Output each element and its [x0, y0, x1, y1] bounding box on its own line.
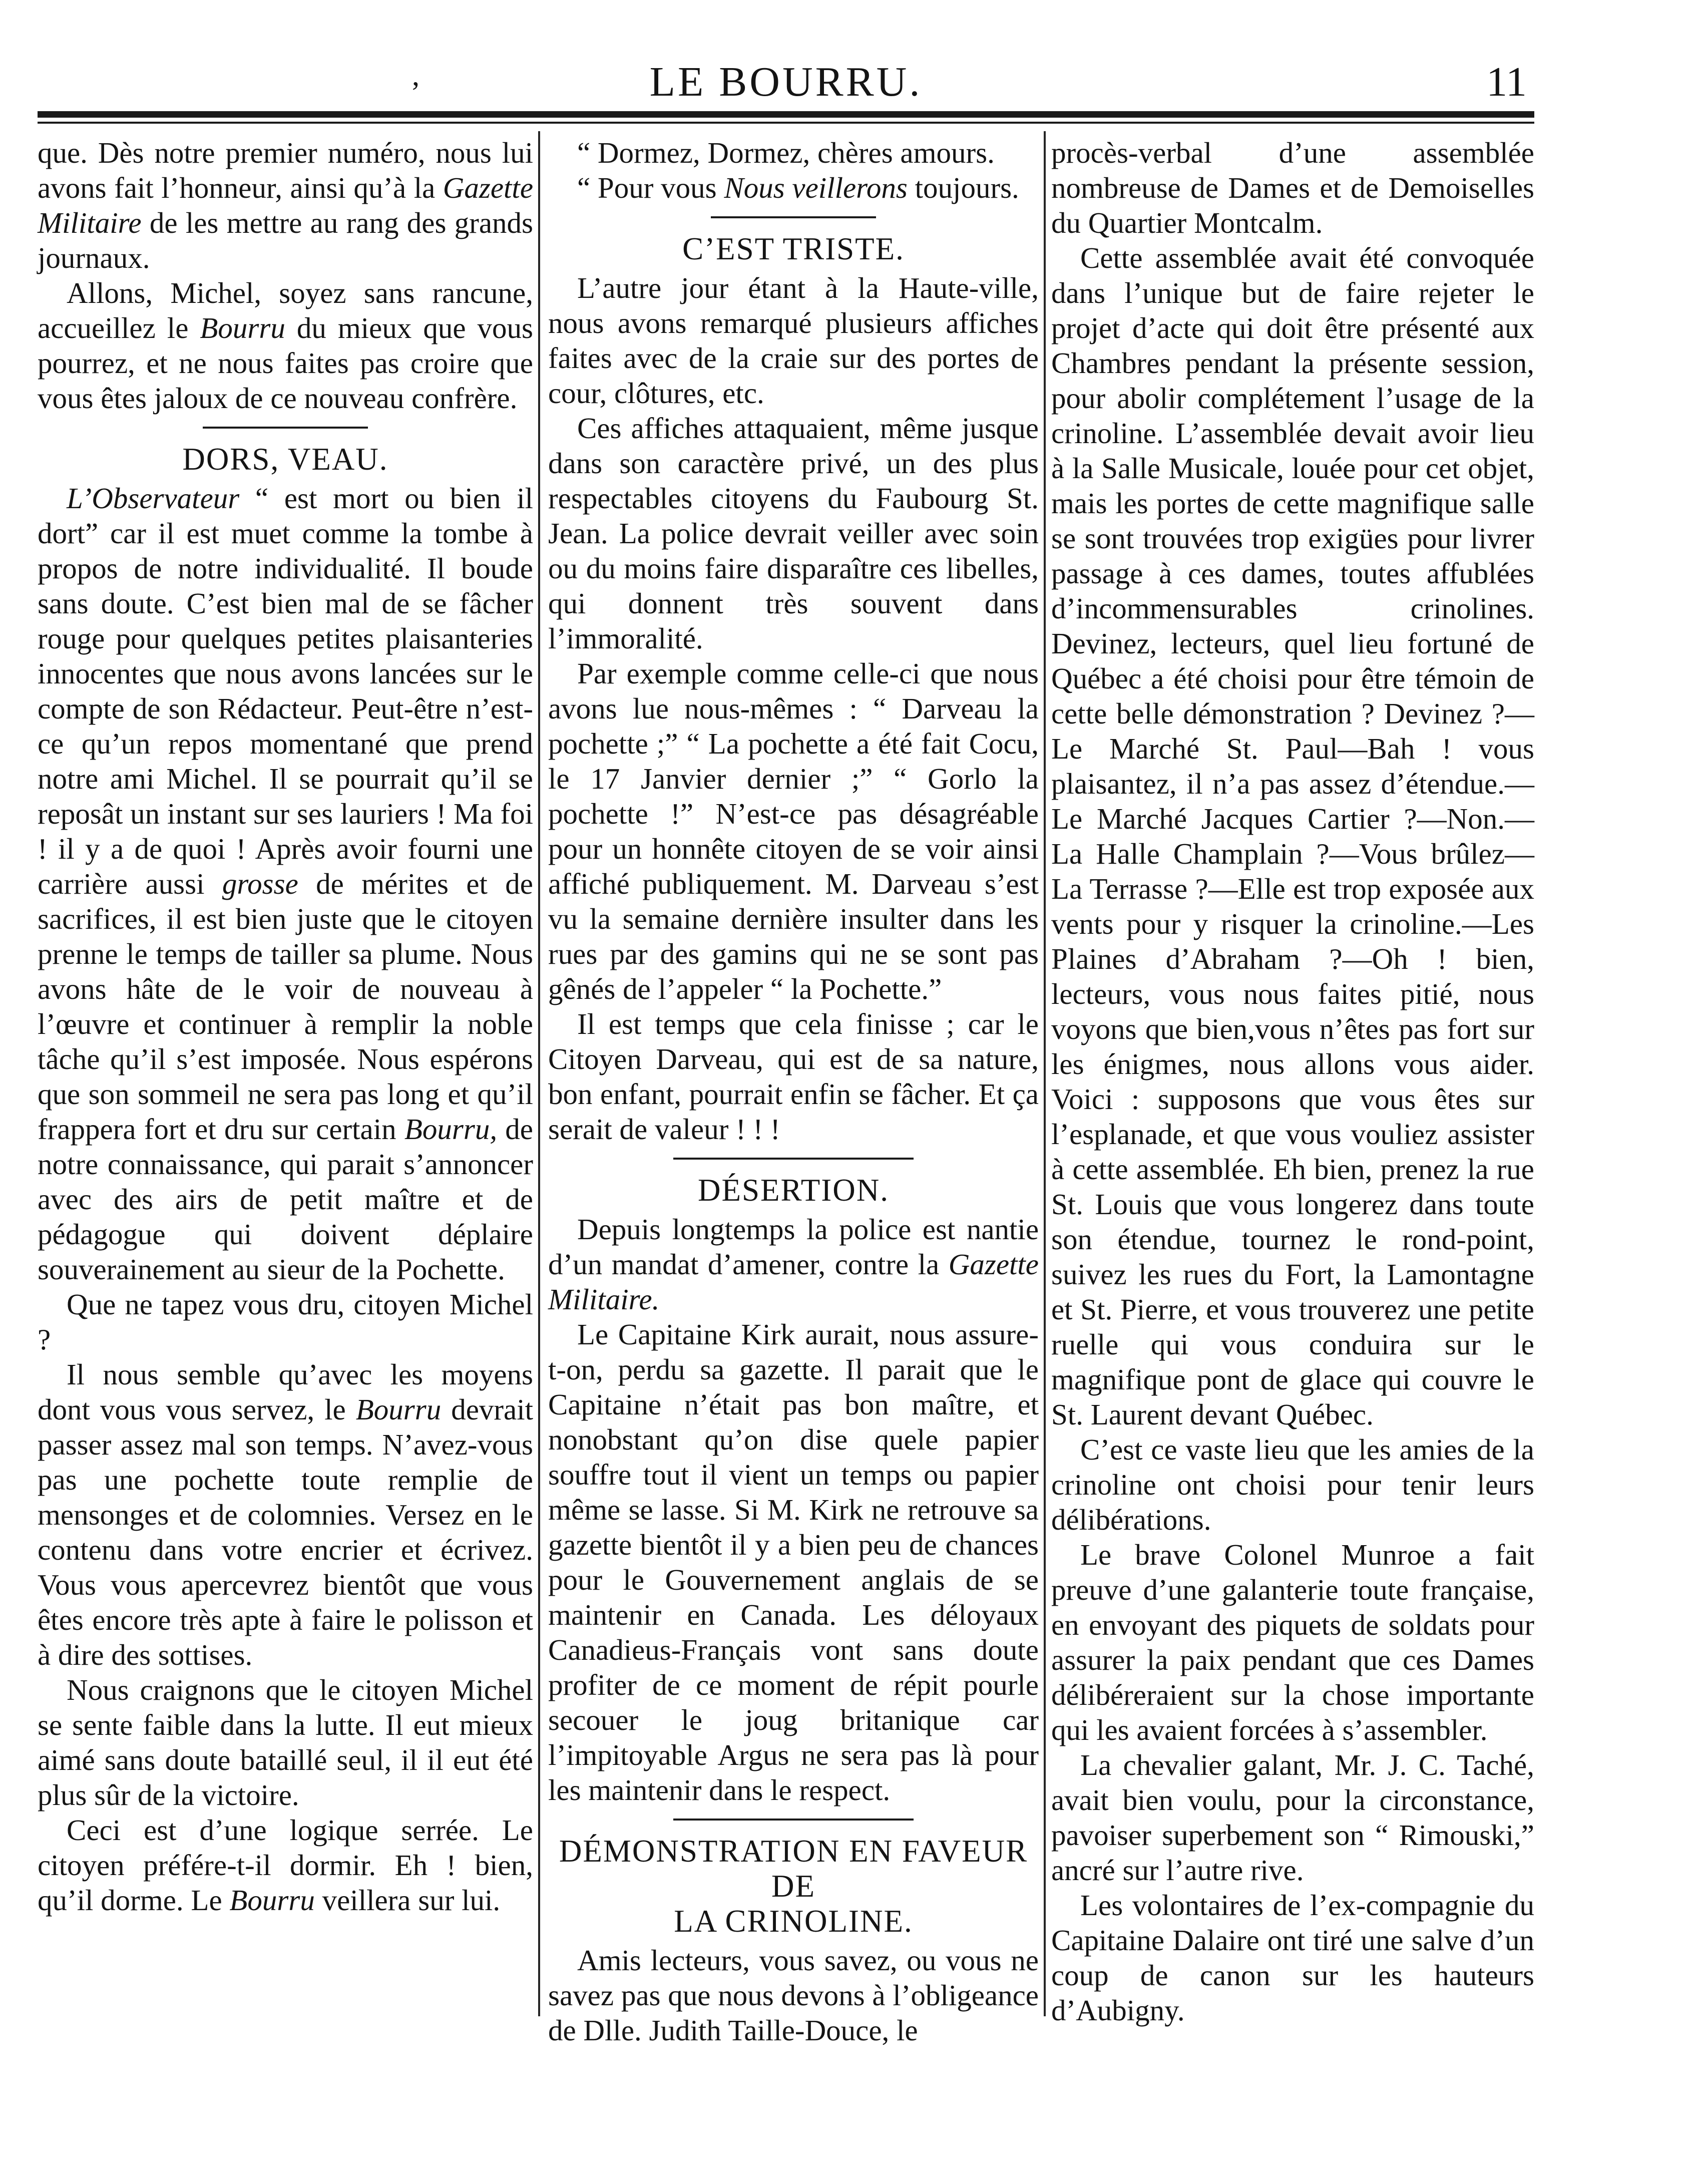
- paragraph: Allons, Michel, soyez sans rancune, accueillez le Bourru du mieux que vous pourrez, et ne nous faites pas croire que vous êtes jaloux de ce nouveau confrère.: [38, 276, 533, 415]
- header-rule-thick: [38, 111, 1534, 118]
- page-header: [38, 53, 1534, 113]
- column-2: [548, 135, 1039, 2048]
- paragraph: procès-verbal d’une assemblée nombreuse de Dames et de Demoiselles du Quartier Montcalm.: [1051, 136, 1534, 239]
- paragraph: Depuis longtemps la police est nantie d’un mandat d’amener, contre la Gazette Militaire.: [548, 1213, 1039, 1316]
- article-heading-desertion: DÉSERTION.: [698, 1173, 889, 1208]
- paragraph: Ces affiches attaquaient, même jusque dans son caractère privé, un des plus respectables citoyens du Faubourg St. Jean. La police devrait veiller avec soin ou du moins faire disparaître ces libelles, qui donnent très souvent dans l’immoralité.: [548, 412, 1039, 655]
- paragraph: Par exemple comme celle-ci que nous avons lue nous-mêmes : “ Darveau la pochette ;” “ La pochette a été fait Cocu, le 17 Janvier dernier ;” “ Gorlo la pochette !” N’est-ce pas désagréable pour un honnête citoyen de se voir ainsi affiché publiquement. M. Darveau s’est vu la semaine dernière insulter dans les rues par des gamins qui ne se sont pas gênés de l’appeler “ la Pochette.”: [548, 657, 1039, 1005]
- column-1: [38, 135, 533, 1918]
- paragraph: Cette assemblée avait été convoquée dans l’unique but de faire rejeter le projet d’acte qui doit être présenté aux Chambres pendant la présente session, pour abolir complétement l’usage de la crinoline. L’assemblée devait avoir lieu à la Salle Musicale, louée pour cet objet, mais les portes de cette magnifique salle se sont trouvées trop exigües pour livrer passage à ces dames, toutes affublées d’incommensurables crinolines. Devinez, lecteurs, quel lieu fortuné de Québec a été choisi pour être témoin de cette belle démonstration ? Devinez ?—Le Marché St. Paul—Bah ! vous plaisantez, il n’a pas assez d’étendue.—Le Marché Jacques Cartier ?—Non.—La Halle Champlain ?—Vous brûlez—La Terrasse ?—Elle est trop exposée aux vents pour y risquer la crinoline.—Les Plaines d’Abraham ?—Oh ! bien, lecteurs, vous nous faites pitié, nous voyons que bien,vous n’êtes pas fort sur les énigmes, nous allons vous aider. Voici : supposons que vous êtes sur l’esplanade, et que vous vouliez assister à cette assemblée. Eh bien, prenez la rue St. Louis que vous longerez dans toute son étendue, tournez le rond-point, suivez les rues du Fort, la Lamontagne et St. Pierre, et vous trouverez une petite ruelle qui vous conduira sur le magnifique pont de glace qui couvre le St. Laurent devant Québec.: [1051, 241, 1534, 1431]
- paragraph: C’est ce vaste lieu que les amies de la crinoline ont choisi pour tenir leurs délibérations.: [1051, 1433, 1534, 1536]
- paragraph: Amis lecteurs, vous savez, ou vous ne savez pas que nous devons à l’obligeance de Dlle. Judith Taille-Douce, le: [548, 1944, 1039, 2047]
- page-number: 11: [1486, 59, 1527, 105]
- paragraph: Ceci est d’une logique serrée. Le citoyen préfére-t-il dormir. Eh ! bien, qu’il dorme. Le Bourru veillera sur lui.: [38, 1814, 533, 1917]
- column-3: [1051, 135, 1534, 2028]
- paragraph: Nous craignons que le citoyen Michel se sente faible dans la lutte. Il eut mieux aimé sans doute bataillé seul, il il eut été plus sûr de la victoire.: [38, 1673, 533, 1812]
- paragraph: Les volontaires de l’ex-compagnie du Capitaine Dalaire ont tiré une salve d’un coup de canon sur les hauteurs d’Aubigny.: [1051, 1889, 1534, 2027]
- header-rule-thin: [38, 122, 1534, 124]
- column-divider-1: [538, 131, 540, 2016]
- paragraph: La chevalier galant, Mr. J. C. Taché, avait bien voulu, pour la circonstance, pavoiser superbement son “ Rimouski,” ancré sur l’autre rive.: [1051, 1748, 1534, 1887]
- article-heading-dors-veau: DORS, VEAU.: [182, 442, 388, 477]
- masthead-title: LE BOURRU.: [649, 59, 923, 105]
- paragraph: que. Dès notre premier numéro, nous lui avons fait l’honneur, ainsi qu’à la Gazette Militaire de les mettre au rang des grands journaux.: [38, 136, 534, 274]
- poem-line: “ Pour vous Nous veillerons toujours.: [577, 171, 1019, 204]
- section-separator: [203, 427, 368, 429]
- paragraph: Le Capitaine Kirk aurait, nous assure-t-on, perdu sa gazette. Il parait que le Capitaine n’était pas bon maître, et nonobstant qu’on dise quele papier souffre tout il vient un temps ou papier même se lasse. Si M. Kirk ne retrouve sa gazette bientôt il y a bien peu de chances pour le Gouvernement anglais de se maintenir en Canada. Les déloyaux Canadieus-Français vont sans doute profiter de ce moment de répit pourle secouer le joug britanique car l’impitoyable Argus ne sera pas là pour les maintenir dans le respect.: [548, 1318, 1039, 1806]
- paragraph: Il nous semble qu’avec les moyens dont vous vous servez, le Bourru devrait passer assez mal son temps. N’avez-vous pas une pochette toute remplie de mensonges et de colomnies. Versez en le contenu dans votre encrier et écrivez. Vous vous apercevrez bientôt que vous êtes encore très apte à faire le polisson et à dire des sottises.: [38, 1358, 533, 1671]
- section-separator: [673, 1158, 914, 1160]
- paragraph: L’autre jour étant à la Haute-ville, nous avons remarqué plusieurs affiches faites avec de la craie sur des portes de cour, clôtures, etc.: [548, 271, 1039, 410]
- section-separator: [711, 216, 876, 218]
- section-separator: [673, 1819, 914, 1821]
- article-heading-demonstration: DÉMONSTRATION EN FAVEUR DE LA CRINOLINE.: [559, 1834, 1028, 1939]
- header-mark: ’: [410, 76, 420, 109]
- paragraph: Que ne tapez vous dru, citoyen Michel ?: [38, 1288, 533, 1356]
- paragraph: Le brave Colonel Munroe a fait preuve d’une galanterie toute française, en envoyant des piquets de soldats pour assurer la paix pendant que ces Dames délibéreraient sur la chose importante qui les avaient forcées à s’assembler.: [1051, 1538, 1534, 1746]
- column-divider-2: [1044, 131, 1046, 2016]
- article-heading-triste: C’EST TRISTE.: [682, 231, 905, 266]
- paragraph: Il est temps que cela finisse ; car le Citoyen Darveau, qui est de sa nature, bon enfant, pourrait enfin se fâcher. Et ça serait de valeur ! ! !: [548, 1007, 1039, 1146]
- paragraph: L’Observateur “ est mort ou bien il dort” car il est muet comme la tombe à propos de notre individualité. Il boude sans doute. C’est bien mal de se fâcher rouge pour quelques petites plaisanteries innocentes que nous avons lancées sur le compte de son Rédacteur. Peut-être n’est-ce qu’un repos momentané que prend notre ami Michel. Il se pourrait qu’il se reposât un instant sur ses lauriers ! Ma foi ! il y a de quoi ! Après avoir fourni une carrière aussi grosse de mérites et de sacrifices, il est bien juste que le citoyen prenne le temps de tailler sa plume. Nous avons hâte de le voir de nouveau à l’œuvre et continuer à remplir la noble tâche qu’il s’est imposée. Nous espérons que son sommeil ne sera pas long et qu’il frappera fort et dru sur certain Bourru, de notre connaissance, qui parait s’annoncer avec des airs de petit maître et de pédagogue qui doivent déplaire souverainement au sieur de la Pochette.: [38, 482, 533, 1286]
- poem-line: “ Dormez, Dormez, chères amours.: [577, 136, 995, 169]
